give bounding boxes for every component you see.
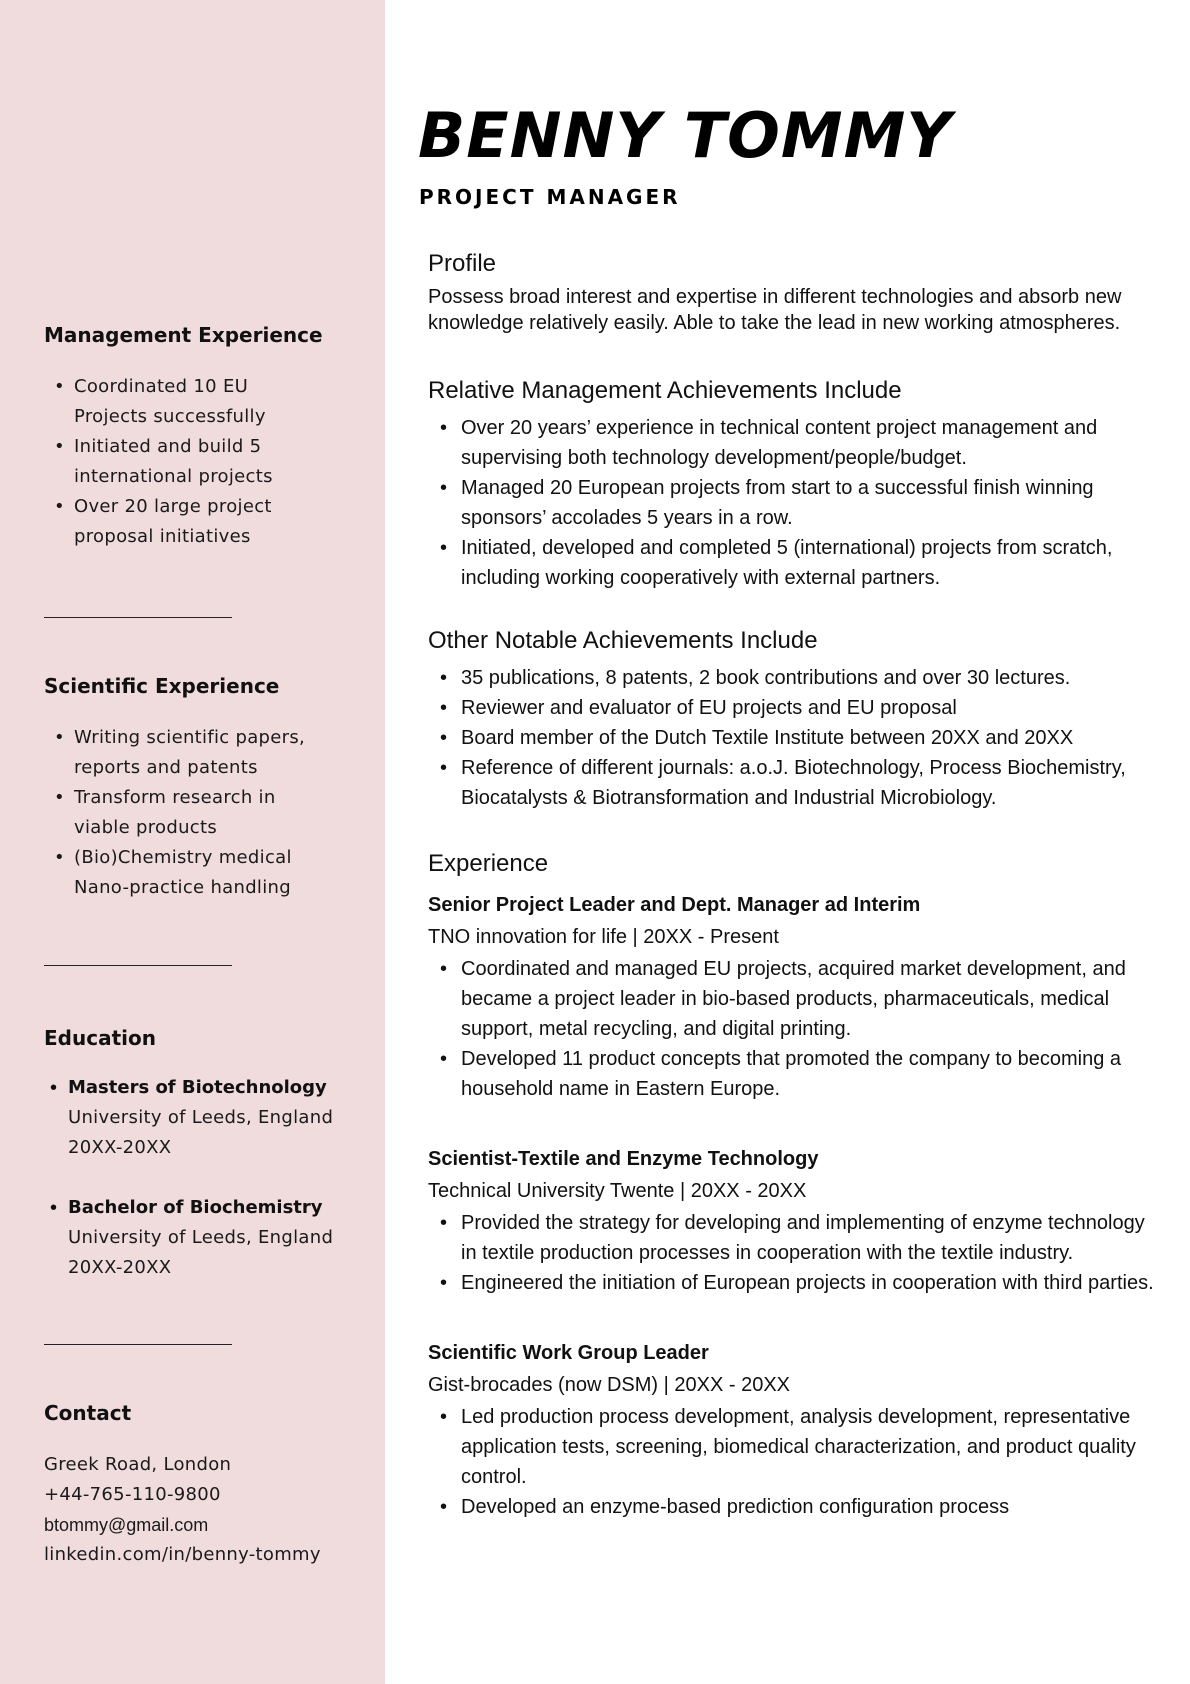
section-divider bbox=[44, 965, 232, 966]
degree-title: Bachelor of Biochemistry bbox=[68, 1197, 323, 1218]
contact-phone[interactable]: +44-765-110-9800 bbox=[44, 1484, 221, 1505]
list-item: • Board member of the Dutch Textile Institute between 20XX and 20XX bbox=[428, 723, 1158, 753]
scientific-experience-list bbox=[44, 723, 314, 903]
management-achievements-section bbox=[428, 375, 1158, 593]
section-divider bbox=[44, 1344, 232, 1345]
management-experience-section bbox=[44, 322, 364, 552]
contact-section bbox=[44, 1400, 364, 1570]
list-item: • Transform research in viable products bbox=[44, 783, 314, 843]
list-item: • Initiated and build 5 international projects bbox=[44, 432, 294, 492]
list-item: • Provided the strategy for developing and implementing of enzyme technology in textile production processes in cooperation with the textile industry. bbox=[428, 1208, 1158, 1268]
section-divider bbox=[44, 617, 232, 618]
list-item: • Coordinated 10 EU Projects successfully bbox=[44, 372, 294, 432]
education-item bbox=[44, 1073, 364, 1163]
list-item: • 35 publications, 8 patents, 2 book contributions and over 30 lectures. bbox=[428, 663, 1158, 693]
sidebar bbox=[0, 0, 385, 1684]
list-item: • Reference of different journals: a.o.J. Biotechnology, Process Biochemistry, Biocatalysts & Biotransformation and Industrial Microbiology. bbox=[428, 753, 1158, 813]
candidate-name: BENNY TOMMY bbox=[418, 99, 953, 172]
list-item: • Initiated, developed and completed 5 (international) projects from scratch, including working cooperatively with external partners. bbox=[428, 533, 1158, 593]
scientific-experience-section bbox=[44, 673, 364, 903]
candidate-role: PROJECT MANAGER bbox=[419, 185, 681, 209]
job-entry bbox=[428, 890, 1158, 1104]
management-achievements-list bbox=[428, 413, 1158, 593]
main-content bbox=[385, 0, 1190, 1684]
list-item: • Reviewer and evaluator of EU projects and EU proposal bbox=[428, 693, 1158, 723]
list-item: • Developed an enzyme-based prediction configuration process bbox=[428, 1492, 1158, 1522]
list-item: • Coordinated and managed EU projects, acquired market development, and became a project leader in bio-based products, pharmaceuticals, medical support, metal recycling, and digital printing. bbox=[428, 954, 1158, 1044]
list-item: • Developed 11 product concepts that promoted the company to becoming a household name in Eastern Europe. bbox=[428, 1044, 1158, 1104]
management-experience-list bbox=[44, 372, 294, 552]
education-section bbox=[44, 1025, 364, 1283]
job-entry bbox=[428, 1338, 1158, 1522]
other-achievements-section bbox=[428, 625, 1158, 813]
job-org: Technical University Twente | 20XX - 20XX bbox=[428, 1180, 807, 1202]
contact-email[interactable]: btommy@gmail.com bbox=[44, 1515, 209, 1535]
list-item: • Engineered the initiation of European projects in cooperation with third parties. bbox=[428, 1268, 1158, 1298]
profile-section bbox=[428, 248, 1158, 336]
list-item: • (Bio)Chemistry medical Nano-practice handling bbox=[44, 843, 314, 903]
job-entry bbox=[428, 1144, 1158, 1298]
job-duties bbox=[428, 1402, 1158, 1522]
job-title: Senior Project Leader and Dept. Manager ad Interim bbox=[428, 894, 921, 916]
job-org: Gist-brocades (now DSM) | 20XX - 20XX bbox=[428, 1374, 790, 1396]
contact-heading: Contact bbox=[44, 1401, 132, 1425]
job-title: Scientific Work Group Leader bbox=[428, 1342, 709, 1364]
experience-heading: Experience bbox=[428, 850, 549, 877]
degree-years: 20XX-20XX bbox=[68, 1137, 172, 1158]
school-name: University of Leeds, England bbox=[68, 1107, 334, 1128]
bullet: • bbox=[50, 1197, 58, 1219]
list-item: • Over 20 large project proposal initiatives bbox=[44, 492, 294, 552]
list-item: • Over 20 years’ experience in technical content project management and supervising both technology development/people/budget. bbox=[428, 413, 1158, 473]
other-achievements-list bbox=[428, 663, 1158, 813]
degree-title: Masters of Biotechnology bbox=[68, 1077, 327, 1098]
degree-years: 20XX-20XX bbox=[68, 1257, 172, 1278]
scientific-experience-heading: Scientific Experience bbox=[44, 674, 280, 698]
contact-linkedin[interactable]: linkedin.com/in/benny-tommy bbox=[44, 1544, 321, 1565]
bullet: • bbox=[50, 1077, 58, 1099]
profile-text: Possess broad interest and expertise in different technologies and absorb new knowledge relatively easily. Able to take the lead in new working atmospheres. bbox=[428, 286, 1122, 334]
job-org: TNO innovation for life | 20XX - Present bbox=[428, 926, 779, 948]
profile-heading: Profile bbox=[428, 250, 497, 277]
job-title: Scientist-Textile and Enzyme Technology bbox=[428, 1148, 819, 1170]
list-item: • Writing scientific papers, reports and patents bbox=[44, 723, 314, 783]
education-item bbox=[44, 1193, 364, 1283]
contact-address: Greek Road, London bbox=[44, 1454, 232, 1475]
experience-section bbox=[428, 848, 1158, 1522]
management-achievements-heading: Relative Management Achievements Include bbox=[428, 377, 902, 404]
job-duties bbox=[428, 1208, 1158, 1298]
school-name: University of Leeds, England bbox=[68, 1227, 334, 1248]
education-heading: Education bbox=[44, 1026, 156, 1050]
job-duties bbox=[428, 954, 1158, 1104]
list-item: • Managed 20 European projects from start to a successful finish winning sponsors’ accolades 5 years in a row. bbox=[428, 473, 1158, 533]
other-achievements-heading: Other Notable Achievements Include bbox=[428, 627, 818, 654]
management-experience-heading: Management Experience bbox=[44, 323, 323, 347]
list-item: • Led production process development, analysis development, representative application tests, screening, biomedical characterization, and product quality control. bbox=[428, 1402, 1158, 1492]
